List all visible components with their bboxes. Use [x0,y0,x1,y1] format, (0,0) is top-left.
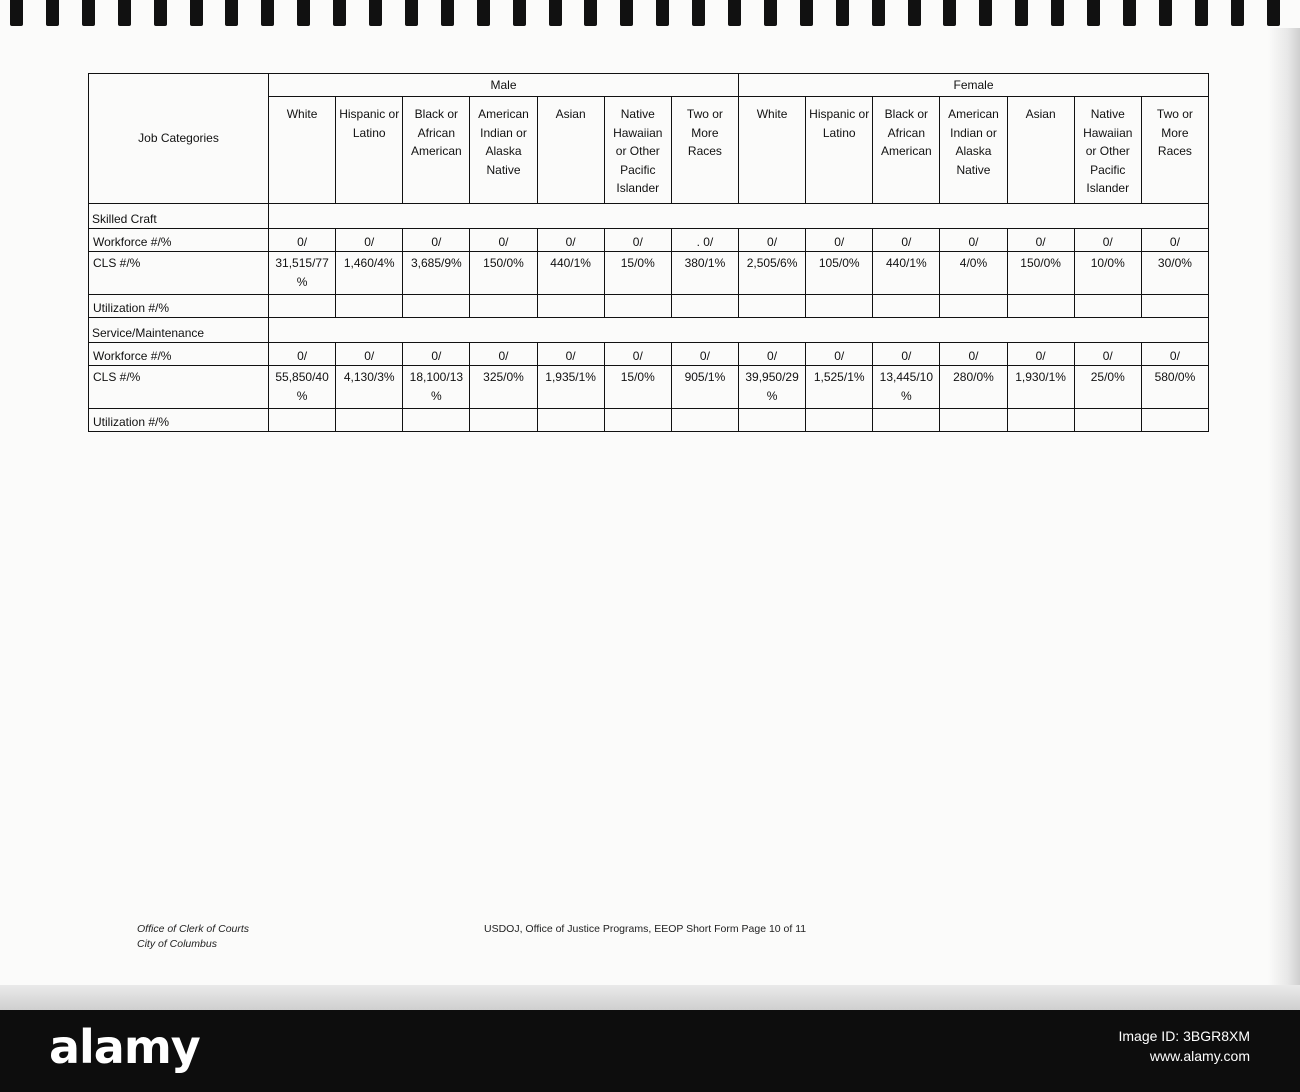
workforce-cell: 0/ [336,229,403,252]
utilization-cell [671,295,738,318]
binding-ring [584,0,597,26]
page-edge [1268,28,1300,1003]
utilization-cell [604,295,671,318]
cls-cell [1074,366,1141,409]
male-subheader [671,97,738,204]
cls-label: CLS #/% [89,366,269,409]
utilization-cell [403,409,470,432]
workforce-row [89,229,1209,252]
cls-cell [537,366,604,409]
binding-ring [1159,0,1172,26]
cls-cell-line: 15/0% [620,370,655,384]
subheader-line: White [756,107,788,121]
binding-ring [1195,0,1208,26]
binding-ring [1015,0,1028,26]
subheader-line: Asian [555,107,586,121]
cls-cell [806,366,873,409]
workforce-cell: 0/ [403,229,470,252]
binding-ring [225,0,238,26]
binding-ring [1231,0,1244,26]
workforce-cell: 0/ [738,229,805,252]
subheader-line: Hispanic or [809,107,870,121]
cls-cell [470,252,537,295]
cls-cell [1007,366,1074,409]
workforce-cell: 0/ [671,343,738,366]
utilization-cell [738,409,805,432]
cls-cell-line: 18,100/13 [409,370,464,384]
spiral-binding [0,0,1300,28]
binding-ring [154,0,167,26]
binding-ring [369,0,382,26]
subheader-line: Races [1157,144,1192,158]
utilization-label: Utilization #/% [89,409,269,432]
binding-ring [190,0,203,26]
cls-cell-line: 1,930/1% [1015,370,1066,384]
cls-cell [269,366,336,409]
subheader-line: Pacific [1090,162,1126,177]
workforce-cell: 0/ [1141,343,1208,366]
female-subheader [1074,97,1141,204]
subheader-line: Asian [1025,107,1056,121]
utilization-cell [336,295,403,318]
cls-cell-line: 3,685/9% [410,256,462,270]
subheader-line: Islander [616,181,660,195]
binding-ring [908,0,921,26]
cls-cell-line: 380/1% [684,256,726,270]
workforce-label: Workforce #/% [89,343,269,366]
cls-cell-line: % [766,388,778,403]
cls-cell [537,252,604,295]
subheader-line: More [1161,125,1189,140]
subheader-line: Hispanic or [339,107,400,121]
cls-cell-line: 4,130/3% [343,370,395,384]
workforce-cell: 0/ [1007,229,1074,252]
category-spacer [269,204,1209,229]
binding-ring [46,0,59,26]
subheader-line: or Other [1085,144,1130,158]
cls-cell [738,252,805,295]
subheader-line: Native [1090,107,1125,121]
female-subheader [806,97,873,204]
female-subheader [873,97,940,204]
subheader-line: American [411,144,462,158]
utilization-cell [1074,409,1141,432]
table-body [89,204,1209,432]
site-url: www.alamy.com [1149,1048,1250,1064]
utilization-cell [537,295,604,318]
binding-ring [441,0,454,26]
workforce-cell: 0/ [873,229,940,252]
binding-ring [692,0,705,26]
binding-ring [800,0,813,26]
subheader-line: Native [956,162,991,177]
utilization-cell [873,409,940,432]
cls-cell-line: 150/0% [483,256,524,270]
cls-cell-line: 2,505/6% [746,256,798,270]
female-subheader [940,97,1007,204]
cls-cell [671,252,738,295]
eeop-table [88,73,1209,432]
binding-ring [82,0,95,26]
cls-cell [1141,252,1208,295]
cls-cell-line: % [431,388,442,403]
binding-ring [118,0,131,26]
male-subheader [537,97,604,204]
job-categories-header: Job Categories [89,74,269,204]
utilization-row [89,409,1209,432]
page-bottom-edge [0,985,1300,1010]
binding-ring [728,0,741,26]
cls-cell-line: 1,525/1% [813,370,865,384]
subheader-line: Hawaiian [613,125,663,140]
utilization-cell [1007,409,1074,432]
workforce-cell: 0/ [269,343,336,366]
cls-cell-line: 325/0% [483,370,524,384]
workforce-cell: 0/ [470,343,537,366]
subheader-line: Hawaiian [1083,125,1133,140]
binding-ring [979,0,992,26]
utilization-cell [1141,295,1208,318]
utilization-cell [470,409,537,432]
cls-cell [403,366,470,409]
binding-ring [333,0,346,26]
binding-ring [620,0,633,26]
subheader-line: Black or [414,107,459,121]
subheader-line: Indian or [480,125,527,140]
utilization-cell [470,295,537,318]
cls-cell [604,366,671,409]
cls-cell-line: % [296,274,308,289]
cls-cell-line: 13,445/10 [879,370,934,384]
subheader-line: Pacific [620,162,656,177]
cls-cell [873,366,940,409]
subheader-line: Latino [822,125,856,140]
utilization-cell [1007,295,1074,318]
utilization-cell [269,295,336,318]
workforce-cell: 0/ [336,343,403,366]
subheader-line: African [887,125,926,140]
cls-cell [940,252,1007,295]
utilization-row [89,295,1209,318]
utilization-cell [1074,295,1141,318]
utilization-cell [1141,409,1208,432]
subheader-line: Black or [884,107,929,121]
footer-office-line1: Office of Clerk of Courts [137,923,250,935]
cls-cell [873,252,940,295]
utilization-cell [604,409,671,432]
cls-cell-line: 150/0% [1020,256,1061,270]
subheader-line: Indian or [950,125,997,140]
workforce-cell: 0/ [1074,343,1141,366]
image-id: Image ID: 3BGR8XM [1118,1028,1250,1044]
binding-ring [836,0,849,26]
cls-cell [336,252,403,295]
cls-cell-line: 25/0% [1090,370,1125,384]
cls-cell [403,252,470,295]
cls-cell [336,366,403,409]
binding-ring [1087,0,1100,26]
category-label: Service/Maintenance [89,318,269,343]
binding-ring [943,0,956,26]
cls-cell-line: % [901,388,912,403]
cls-cell-line: 440/1% [885,256,927,270]
workforce-cell: 0/ [537,229,604,252]
cls-cell [1007,252,1074,295]
category-row [89,318,1209,343]
female-subheader [1007,97,1074,204]
binding-ring [764,0,777,26]
binding-ring [405,0,418,26]
cls-cell-line: 1,460/4% [343,256,395,270]
workforce-row [89,343,1209,366]
category-spacer [269,318,1209,343]
cls-cell [738,366,805,409]
male-header: Male [269,74,739,97]
workforce-cell: 0/ [604,229,671,252]
utilization-cell [671,409,738,432]
cls-cell [940,366,1007,409]
workforce-label: Workforce #/% [89,229,269,252]
cls-cell [1141,366,1208,409]
cls-cell-line: 280/0% [953,370,994,384]
workforce-cell: 0/ [537,343,604,366]
subheader-line: White [286,107,318,121]
female-header: Female [738,74,1208,97]
utilization-cell [873,295,940,318]
category-label: Skilled Craft [89,204,269,229]
workforce-cell: 0/ [940,229,1007,252]
male-subheader [403,97,470,204]
cls-cell-line: 39,950/29 [745,370,799,384]
subheader-line: Races [687,144,722,158]
cls-row [89,252,1209,295]
binding-ring [1267,0,1280,26]
subheader-line: More [691,125,719,140]
cls-cell-line: 30/0% [1157,256,1192,270]
binding-ring [513,0,526,26]
category-row [89,204,1209,229]
footer-office [137,922,249,952]
cls-cell-line: 55,850/40 [275,370,329,384]
workforce-cell: 0/ [873,343,940,366]
utilization-cell [269,409,336,432]
workforce-cell: 0/ [269,229,336,252]
utilization-cell [940,295,1007,318]
cls-cell-line: 440/1% [550,256,591,270]
utilization-cell [940,409,1007,432]
subheader-line: Islander [1086,181,1130,195]
workforce-cell: 0/ [1074,229,1141,252]
female-subheader [1141,97,1208,204]
subheader-line: Native [486,162,521,177]
subheader-line: American [478,107,529,121]
utilization-label: Utilization #/% [89,295,269,318]
male-subheader [269,97,336,204]
binding-ring [1051,0,1064,26]
cls-cell [470,366,537,409]
cls-cell-line: 15/0% [620,256,655,270]
subheader-line: African [417,125,456,140]
workforce-cell: 0/ [1007,343,1074,366]
subheader-line: Two or [686,107,723,121]
cls-cell-line: 105/0% [818,256,860,270]
male-subheader [604,97,671,204]
workforce-cell: 0/ [403,343,470,366]
workforce-cell: 0/ [940,343,1007,366]
cls-cell-line: 10/0% [1090,256,1125,270]
utilization-cell [336,409,403,432]
cls-cell-line: 31,515/77 [275,256,329,270]
workforce-cell: 0/ [470,229,537,252]
cls-cell-line: 905/1% [684,370,726,384]
workforce-cell: 0/ [806,343,873,366]
utilization-cell [537,409,604,432]
cls-cell [806,252,873,295]
male-subheader [470,97,537,204]
subheader-line: Latino [352,125,386,140]
utilization-cell [806,295,873,318]
subheader-line: American [948,107,999,121]
subheader-line: American [880,144,932,158]
cls-cell-line: 4/0% [959,256,988,270]
footer-page-info: USDOJ, Office of Justice Programs, EEOP Short Form Page 10 of 11 [484,923,807,935]
binding-ring [297,0,310,26]
subheader-line: Alaska [485,144,522,158]
subheader-line: Native [620,107,655,121]
cls-label: CLS #/% [89,252,269,295]
alamy-logo: alamy [49,1020,200,1074]
cls-cell [269,252,336,295]
binding-ring [656,0,669,26]
cls-cell [604,252,671,295]
utilization-cell [806,409,873,432]
cls-cell [671,366,738,409]
female-subheader [738,97,805,204]
workforce-cell: . 0/ [671,229,738,252]
binding-ring [1123,0,1136,26]
subheader-line: Two or [1156,107,1193,121]
binding-ring [477,0,490,26]
workforce-cell: 0/ [604,343,671,366]
binding-ring [261,0,274,26]
binding-ring [549,0,562,26]
subheader-line: Alaska [955,144,992,158]
cls-cell-line: % [296,388,308,403]
cls-row [89,366,1209,409]
workforce-cell: 0/ [806,229,873,252]
workforce-cell: 0/ [1141,229,1208,252]
footer-office-line2: City of Columbus [137,938,217,950]
cls-cell-line: 580/0% [1154,370,1196,384]
male-subheader [336,97,403,204]
binding-ring [10,0,23,26]
cls-cell-line: 1,935/1% [545,370,596,384]
utilization-cell [738,295,805,318]
cls-cell [1074,252,1141,295]
workforce-cell: 0/ [738,343,805,366]
utilization-cell [403,295,470,318]
subheader-line: or Other [615,144,660,158]
binding-ring [872,0,885,26]
